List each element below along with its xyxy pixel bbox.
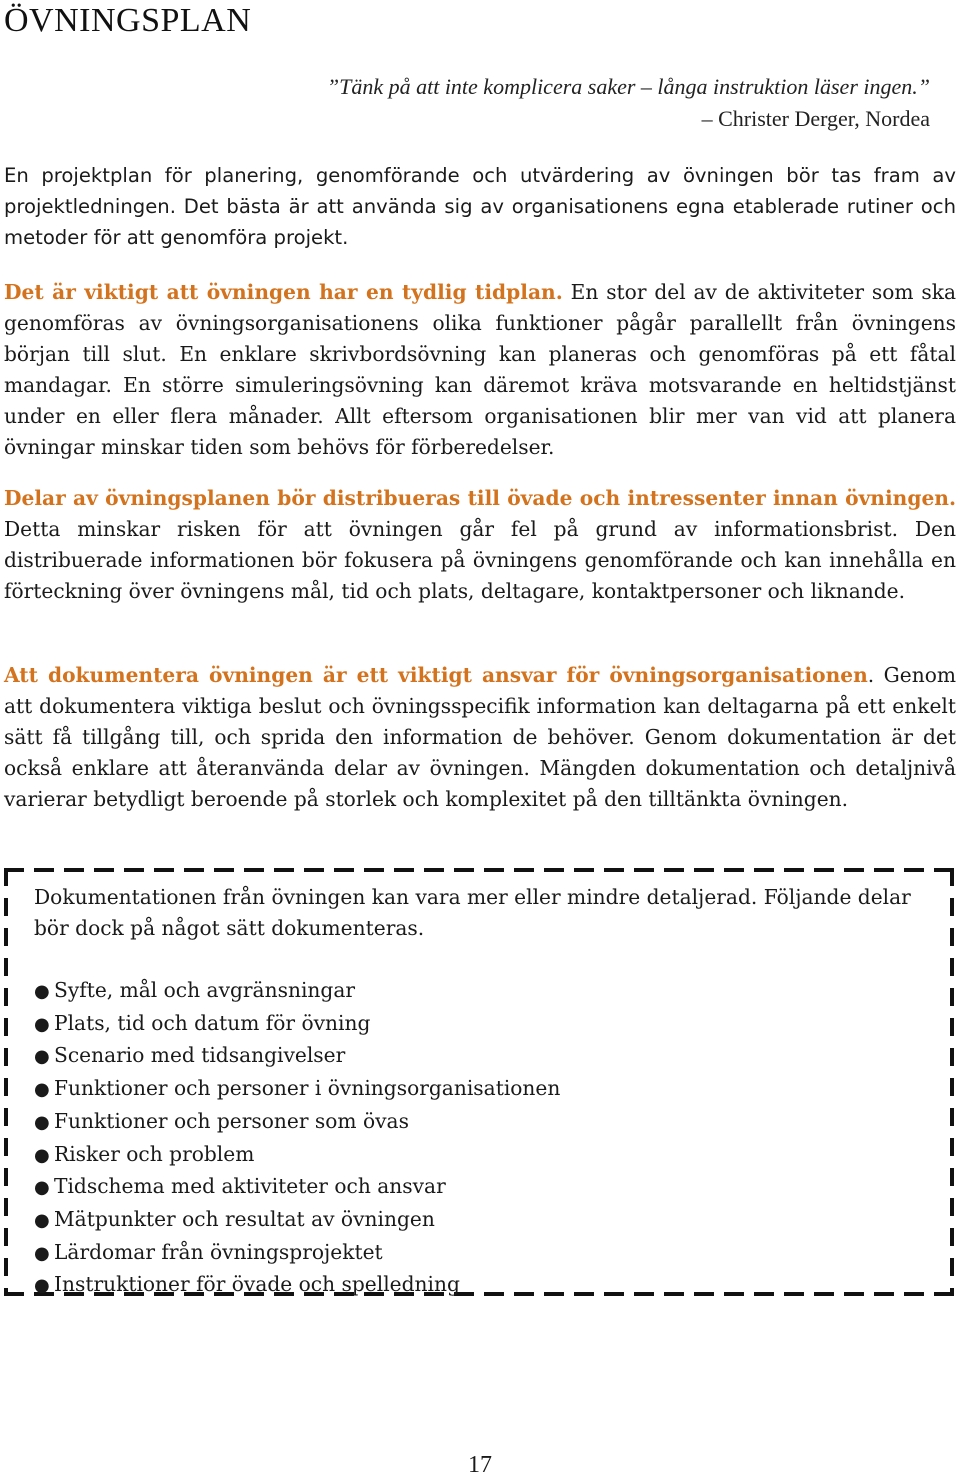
paragraph-distribution: [4, 483, 956, 607]
list-item: [34, 1040, 560, 1073]
paragraph-intro: En projektplan för planering, genomförande och utvärdering av övningen bör tas fram av projektledningen. Det bästa är att använda sig av organisationens egna etablerade rutiner och metoder för att genomföra projekt.: [4, 164, 956, 249]
list-item: [34, 1269, 560, 1302]
bullet-icon: ●: [34, 981, 50, 1002]
page-title: ÖVNINGSPLAN: [4, 2, 252, 39]
bullet-icon: ●: [34, 1177, 50, 1199]
bullet-icon: ●: [34, 1079, 50, 1101]
highlight-timeline: Det är viktigt att övningen har en tydlig tidplan.: [4, 280, 563, 304]
paragraph-documentation-body: . Genom att dokumentera viktiga beslut och övningsspecifik information kan deltagarna på ett enkelt sätt få tillgång till, och sprida den information de behöver. Genom dokumentation är det också enklare att återanvända delar av övningen. Mängden dokumentation och detaljnivå varierar betydligt beroende på storlek och komplexitet på den tilltänkta övningen.: [4, 663, 956, 811]
highlight-documentation: Att dokumentera övningen är ett viktigt ansvar för övningsorganisationen: [4, 663, 868, 687]
paragraph-distribution-body: Detta minskar risken för att övningen går fel på grund av informationsbrist. Den distribuerade informationen bör fokusera på övningens genomförande och kan innehålla en förteckning över övningens mål, tid och plats, deltagare, kontaktpersoner och liknande.: [4, 517, 956, 603]
bullet-icon: ●: [34, 1111, 50, 1133]
quote-author: – Christer Derger, Nordea: [701, 106, 930, 131]
list-item: [34, 1171, 560, 1204]
list-item-label: Lärdomar från övningsprojektet: [54, 1239, 383, 1264]
bullet-icon: ●: [34, 1046, 50, 1068]
quote-text: ”Tänk på att inte komplicera saker – långa instruktion läser ingen.”: [326, 74, 930, 99]
list-item-label: Instruktioner för övade och spelledning: [54, 1272, 460, 1297]
bullet-icon: ●: [34, 1275, 50, 1297]
paragraph-documentation: [4, 660, 956, 815]
list-item: [34, 1237, 560, 1270]
list-item-label: Tidschema med aktiviteter och ansvar: [54, 1174, 446, 1199]
list-item: [34, 1008, 560, 1041]
paragraph-timeline: [4, 277, 956, 463]
paragraph-timeline-body: En stor del av de aktiviteter som ska genomföras av övningsorganisationens olika funktioner pågår parallellt från övningens början till slut. En enklare skrivbordsövning kan planeras och genomföras på ett fåtal mandagar. En större simuleringsövning kan däremot kräva motsvarande en heltidstjänst under en eller flera månader. Allt eftersom organisationen blir mer van vid att planera övningar minskar tiden som behövs för förberedelser.: [4, 280, 956, 459]
list-item: [34, 1106, 560, 1139]
list-item-label: Plats, tid och datum för övning: [54, 1010, 371, 1035]
list-item: [34, 1073, 560, 1106]
page-number: 17: [468, 1452, 492, 1478]
bullet-icon: ●: [34, 1013, 50, 1035]
list-item-label: Funktioner och personer som övas: [54, 1108, 409, 1133]
list-item-label: Risker och problem: [54, 1141, 255, 1166]
documentation-list: [34, 975, 560, 1302]
list-item-label: Funktioner och personer i övningsorganisationen: [54, 1076, 561, 1101]
list-item-label: Scenario med tidsangivelser: [54, 1043, 346, 1068]
documentation-box-intro: Dokumentationen från övningen kan vara mer eller mindre detaljerad. Följande delar bör dock på något sätt dokumenteras.: [34, 885, 911, 940]
list-item: [34, 975, 560, 1008]
bullet-icon: ●: [34, 1209, 50, 1231]
list-item: [34, 1139, 560, 1172]
bullet-icon: ●: [34, 1242, 50, 1264]
documentation-box: [4, 868, 954, 1296]
bullet-icon: ●: [34, 1144, 50, 1166]
list-item-label: Syfte, mål och avgränsningar: [54, 978, 356, 1002]
list-item-label: Mätpunkter och resultat av övningen: [54, 1206, 435, 1231]
list-item: [34, 1204, 560, 1237]
highlight-distribution: Delar av övningsplanen bör distribueras till övade och intressenter innan övningen.: [4, 486, 956, 510]
